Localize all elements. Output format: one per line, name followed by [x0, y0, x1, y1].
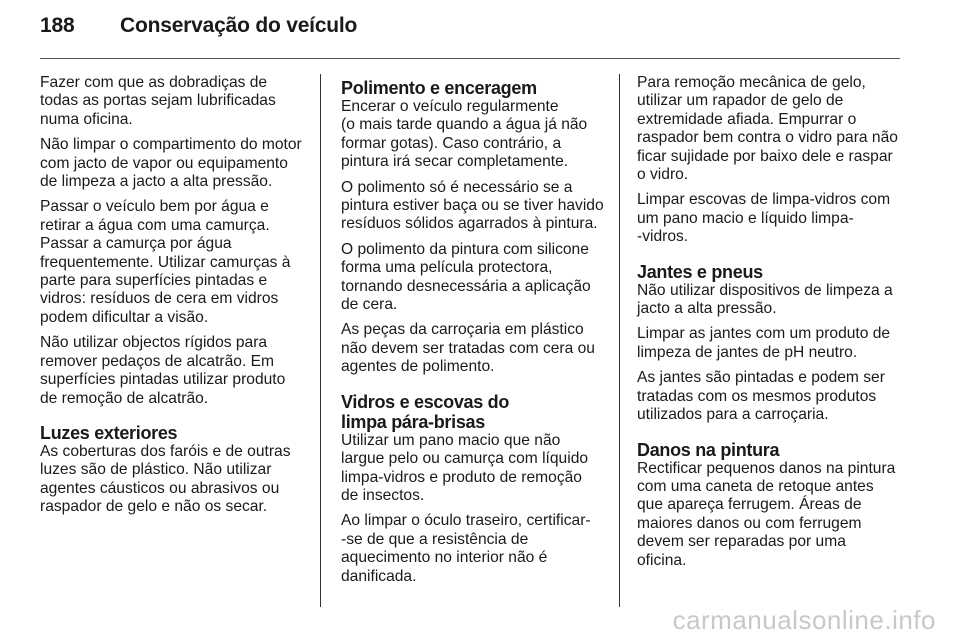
paragraph: O polimento da pintura com silicone forma uma película protectora, tornando desnecessária a aplicação de cera. — [341, 240, 591, 314]
paragraph: Limpar as jantes com um produto de limpeza de jantes de pH neutro. — [637, 325, 891, 361]
paragraph: Não utilizar dispositivos de limpeza a jacto a alta pressão. — [637, 281, 893, 318]
header-divider — [40, 58, 900, 59]
text-column-2 — [341, 74, 613, 593]
page-header — [40, 14, 900, 38]
text-column-3 — [637, 74, 907, 577]
section-heading: Polimento e enceragem — [341, 78, 537, 98]
paragraph: Para remoção mecânica de gelo, utilizar um rapador de gelo de extremidade afiada. Empurrar o raspador bem contra o vidro para não ficar sujidade por baixo dele e raspar o vidro. — [637, 74, 898, 184]
watermark: carmanualsonline.info — [672, 605, 936, 635]
paragraph: Utilizar um pano macio que não largue pelo ou camurça com líquido limpa-vidros e produto de remoção de insectos. — [341, 431, 589, 504]
paragraph: Não limpar o compartimento do motor com jacto de vapor ou equipamento de limpeza a jacto a alta pressão. — [40, 136, 302, 191]
paragraph: Não utilizar objectos rígidos para remover pedaços de alcatrão. Em superfícies pintadas utilizar produto de remoção de alcatrão. — [40, 334, 286, 407]
column-divider — [320, 74, 321, 607]
paragraph: O polimento só é necessário se a pintura estiver baça ou se tiver havido resíduos sólidos agarrados à pintura. — [341, 178, 604, 233]
page-number: 188 — [40, 14, 75, 37]
section-heading: Danos na pintura — [637, 439, 780, 460]
paragraph: Encerar o veículo regularmente (o mais tarde quando a água já não formar gotas). Caso contrário, a pintura irá secar completamente. — [341, 98, 588, 171]
page-title: Conservação do veículo — [120, 14, 358, 37]
paragraph: As jantes são pintadas e podem ser tratadas com os mesmos produtos utilizados para a carroçaria. — [637, 369, 885, 424]
text-column-1 — [40, 74, 312, 524]
paragraph: Ao limpar o óculo traseiro, certificar- -se de que a resistência de aquecimento no interior não é danificada. — [341, 512, 591, 585]
paragraph: As coberturas dos faróis e de outras luzes são de plástico. Não utilizar agentes cáusticos ou abrasivos ou raspador de gelo e não os secar. — [40, 442, 291, 516]
section-heading: Jantes e pneus — [637, 261, 763, 282]
paragraph: Limpar escovas de limpa-vidros com um pano macio e líquido limpa- -vidros. — [637, 191, 891, 246]
paragraph: Fazer com que as dobradiças de todas as portas sejam lubrificadas numa oficina. — [40, 74, 276, 128]
section-heading: Vidros e escovas do limpa pára-brisas — [341, 391, 510, 432]
paragraph: Rectificar pequenos danos na pintura com uma caneta de retoque antes que apareça ferrugem. Áreas de maiores danos ou com ferrugem devem ser reparadas por uma oficina. — [637, 459, 896, 569]
paragraph: As peças da carroçaria em plástico não devem ser tratadas com cera ou agentes de polimento. — [341, 321, 595, 376]
section-heading: Luzes exteriores — [40, 422, 178, 443]
column-divider — [619, 74, 620, 607]
paragraph: Passar o veículo bem por água e retirar a água com uma camurça. Passar a camurça por água frequentemente. Utilizar camurças à parte para superfícies pintadas e vidros: resíduos de cera em vidros podem dificultar a visão. — [40, 198, 291, 326]
